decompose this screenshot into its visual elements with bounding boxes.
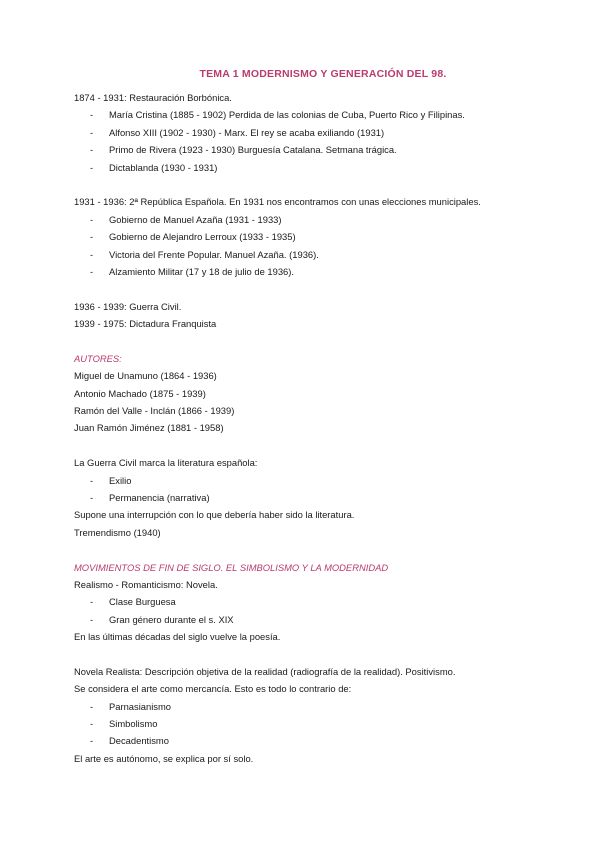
realismo-line: Realismo - Romanticismo: Novela.	[74, 578, 218, 590]
list-item-text: Primo de Rivera (1923 - 1930) Burguesía Catalana. Setmana trágica.	[109, 144, 397, 156]
list-item-text: Simbolismo	[109, 718, 158, 730]
document-title: TEMA 1 MODERNISMO Y GENERACIÓN DEL 98.	[199, 68, 447, 80]
list-item-text: Gobierno de Manuel Azaña (1931 - 1933)	[109, 213, 282, 225]
list-item-text: Alfonso XIII (1902 - 1930) - Marx. El rey se acaba exiliando (1931)	[109, 126, 385, 138]
list-item	[74, 124, 534, 141]
bullet-dash: -	[90, 474, 94, 486]
list-item-text: Clase Burguesa	[109, 596, 176, 608]
bullet-dash: -	[90, 491, 94, 503]
list-item-text: María Cristina (1885 - 1902) Perdida de las colonias de Cuba, Puerto Rico y Filipinas.	[109, 109, 465, 121]
movimientos-heading: MOVIMIENTOS DE FIN DE SIGLO. EL SIMBOLISMO Y LA MODERNIDAD	[74, 561, 389, 573]
list-item	[74, 489, 534, 506]
list-item	[74, 263, 534, 280]
interrupcion-line: Supone una interrupción con lo que debería haber sido la literatura.	[74, 509, 355, 521]
list-item	[74, 228, 534, 245]
bullet-dash: -	[90, 718, 94, 730]
list-item	[74, 611, 534, 628]
tremendismo-line: Tremendismo (1940)	[74, 526, 161, 538]
autores-heading: AUTORES:	[74, 352, 122, 364]
bullet-dash: -	[90, 144, 94, 156]
spacer	[74, 176, 534, 193]
list-item	[74, 246, 534, 263]
list-item	[74, 106, 534, 123]
bullet-dash: -	[90, 231, 94, 243]
list-item	[74, 732, 534, 749]
bullet-dash: -	[90, 596, 94, 608]
list-item-text: Exilio	[109, 474, 132, 486]
poesia-line: En las últimas décadas del siglo vuelve la poesía.	[74, 631, 281, 643]
bullet-dash: -	[90, 735, 94, 747]
arte-autonomo-line: El arte es autónomo, se explica por sí solo.	[74, 752, 254, 764]
list-item-text: Gran género durante el s. XIX	[109, 613, 234, 625]
bullet-dash: -	[90, 248, 94, 260]
spacer	[74, 646, 534, 663]
author-line: Antonio Machado (1875 - 1939)	[74, 387, 206, 399]
bullet-dash: -	[90, 161, 94, 173]
list-item-text: Permanencia (narrativa)	[109, 491, 210, 503]
section-heading-republica: 1931 - 1936: 2ª República Española. En 1931 nos encontramos con unas elecciones municipales.	[74, 196, 481, 208]
bullet-dash: -	[90, 613, 94, 625]
list-item-text: Parnasianismo	[109, 700, 172, 712]
list-item	[74, 159, 534, 176]
list-item-text: Gobierno de Alejandro Lerroux (1933 - 1935)	[109, 231, 296, 243]
section-heading-restauracion: 1874 - 1931: Restauración Borbónica.	[74, 92, 232, 103]
list-item-text: Dictablanda (1930 - 1931)	[109, 161, 218, 173]
author-line: Ramón del Valle - Inclán (1866 - 1939)	[74, 405, 235, 417]
bullet-dash: -	[90, 213, 94, 225]
list-item-text: Victoria del Frente Popular. Manuel Azaña. (1936).	[109, 248, 319, 260]
list-item-text: Decadentismo	[109, 735, 169, 747]
author-line: Juan Ramón Jiménez (1881 - 1958)	[74, 422, 224, 434]
list-item	[74, 715, 534, 732]
spacer	[74, 437, 534, 454]
bullet-dash: -	[90, 700, 94, 712]
guerra-civil-line: 1936 - 1939: Guerra Civil.	[74, 300, 182, 312]
novela-realista-line: Novela Realista: Descripción objetiva de la realidad (radiografía de la realidad). Positivismo.	[74, 665, 456, 677]
list-item-text: Alzamiento Militar (17 y 18 de julio de 1936).	[109, 265, 294, 277]
bullet-dash: -	[90, 109, 94, 121]
list-item	[74, 211, 534, 228]
list-item	[74, 472, 534, 489]
list-item	[74, 141, 534, 158]
mercancia-line: Se considera el arte como mercancía. Esto es todo lo contrario de:	[74, 683, 352, 695]
guerra-heading: La Guerra Civil marca la literatura española:	[74, 457, 258, 469]
bullet-dash: -	[90, 265, 94, 277]
dictadura-line: 1939 - 1975: Dictadura Franquista	[74, 318, 217, 330]
document-page	[74, 68, 534, 767]
bullet-dash: -	[90, 126, 94, 138]
list-item	[74, 593, 534, 610]
author-line: Miguel de Unamuno (1864 - 1936)	[74, 370, 217, 382]
list-item	[74, 698, 534, 715]
spacer	[74, 541, 534, 558]
spacer	[74, 280, 534, 297]
spacer	[74, 332, 534, 349]
